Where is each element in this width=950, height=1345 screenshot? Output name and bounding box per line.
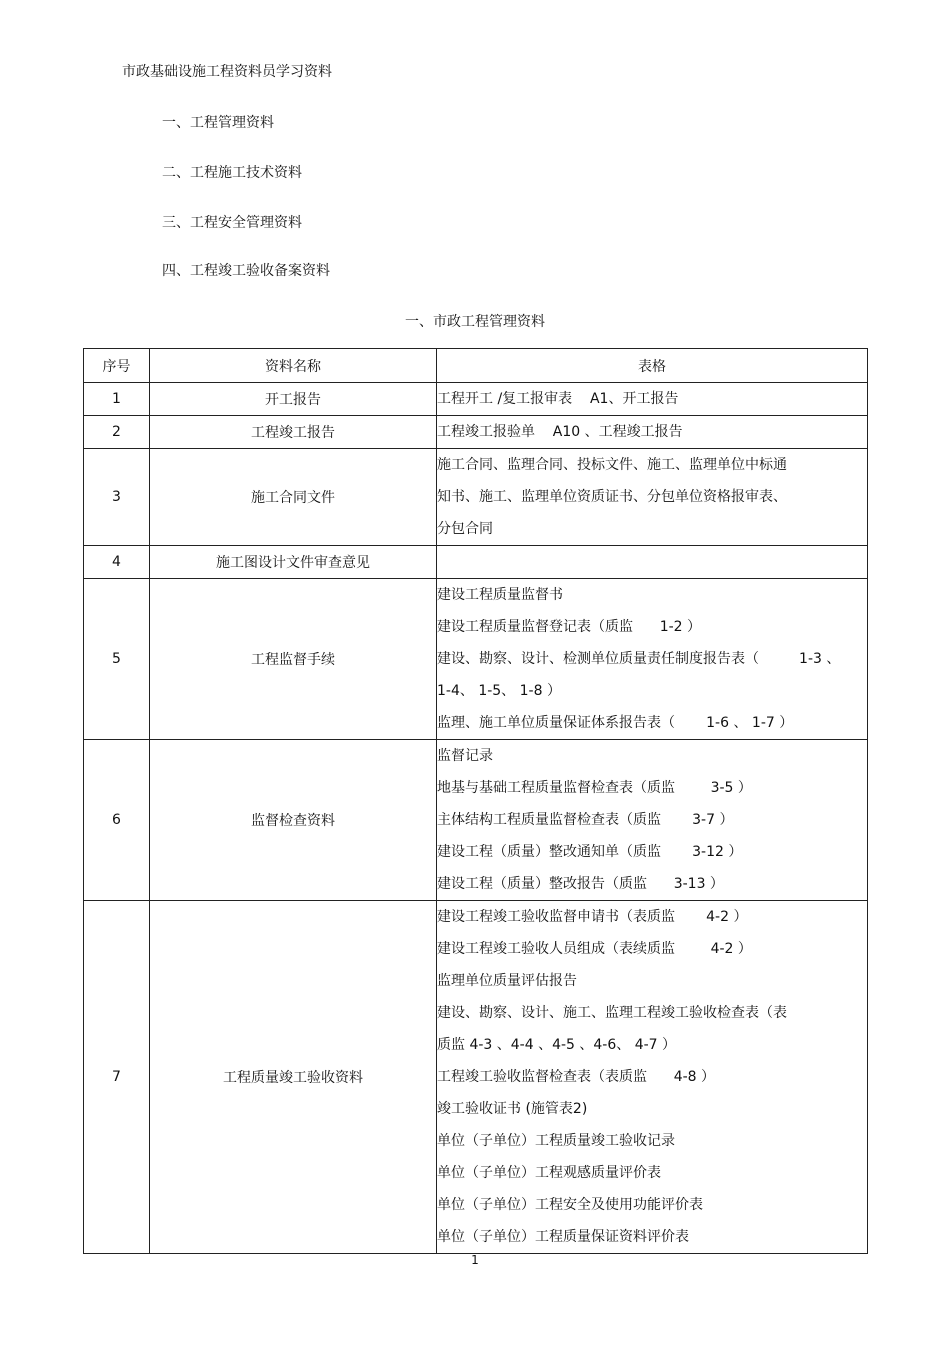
form-line: 建设、勘察、设计、检测单位质量责任制度报告表（ 1-3 、 xyxy=(437,651,841,667)
form-line: 监理单位质量评估报告 xyxy=(437,973,577,989)
toc-item-4: 四、工程竣工验收备案资料 xyxy=(162,263,330,279)
form-line: 建设工程（质量）整改报告（质监 3-13 ） xyxy=(437,876,724,892)
row-name: 工程竣工报告 xyxy=(150,416,437,449)
header-number: 序号 xyxy=(84,349,150,383)
form-line: 单位（子单位）工程质量保证资料评价表 xyxy=(437,1229,689,1245)
form-line: 竣工验收证书 (施管表2) xyxy=(437,1101,588,1117)
row-name: 开工报告 xyxy=(150,383,437,416)
table-row xyxy=(84,383,868,416)
row-number: 1 xyxy=(84,383,150,416)
header-forms: 表格 xyxy=(437,349,868,383)
row-forms xyxy=(437,383,868,416)
row-number: 4 xyxy=(84,546,150,579)
row-number: 3 xyxy=(84,449,150,546)
form-line: 建设工程质量监督登记表（质监 1-2 ） xyxy=(437,619,702,635)
table-row xyxy=(84,579,868,740)
section-title: 一、市政工程管理资料 xyxy=(405,314,545,330)
toc-item-1: 一、工程管理资料 xyxy=(162,115,274,131)
toc-item-2: 二、工程施工技术资料 xyxy=(162,165,302,181)
form-line: 工程开工 /复工报审表 A1、开工报告 xyxy=(437,391,679,407)
form-line: 质监 4-3 、4-4 、4-5 、4-6、 4-7 ） xyxy=(437,1037,677,1053)
row-forms xyxy=(437,740,868,901)
row-number: 6 xyxy=(84,740,150,901)
row-name: 施工图设计文件审查意见 xyxy=(150,546,437,579)
document-title: 市政基础设施工程资料员学习资料 xyxy=(122,64,332,80)
table-row xyxy=(84,416,868,449)
form-line: 建设工程（质量）整改通知单（质监 3-12 ） xyxy=(437,844,743,860)
row-forms xyxy=(437,901,868,1254)
row-forms xyxy=(437,579,868,740)
form-line: 主体结构工程质量监督检查表（质监 3-7 ） xyxy=(437,812,734,828)
row-name: 监督检查资料 xyxy=(150,740,437,901)
form-line: 监理、施工单位质量保证体系报告表（ 1-6 、 1-7 ） xyxy=(437,715,794,731)
form-line: 施工合同、监理合同、投标文件、施工、监理单位中标通 xyxy=(437,457,787,473)
table-row xyxy=(84,901,868,1254)
materials-table xyxy=(83,348,868,1254)
table-row xyxy=(84,546,868,579)
form-line: 单位（子单位）工程安全及使用功能评价表 xyxy=(437,1197,703,1213)
row-name: 工程监督手续 xyxy=(150,579,437,740)
form-line: 工程竣工报验单 A10 、工程竣工报告 xyxy=(437,424,683,440)
form-line: 建设工程竣工验收人员组成（表续质监 4-2 ） xyxy=(437,941,752,957)
form-line: 分包合同 xyxy=(437,521,493,537)
row-forms xyxy=(437,546,868,579)
form-line: 建设工程质量监督书 xyxy=(437,587,563,603)
form-line: 建设、勘察、设计、施工、监理工程竣工验收检查表（表 xyxy=(437,1005,787,1021)
row-forms xyxy=(437,416,868,449)
form-line: 建设工程竣工验收监督申请书（表质监 4-2 ） xyxy=(437,909,748,925)
page-number: 1 xyxy=(471,1253,479,1267)
row-number: 2 xyxy=(84,416,150,449)
row-name: 工程质量竣工验收资料 xyxy=(150,901,437,1254)
row-number: 5 xyxy=(84,579,150,740)
row-forms xyxy=(437,449,868,546)
table-row xyxy=(84,740,868,901)
table-row xyxy=(84,449,868,546)
form-line: 单位（子单位）工程质量竣工验收记录 xyxy=(437,1133,675,1149)
toc-item-3: 三、工程安全管理资料 xyxy=(162,215,302,231)
form-line: 知书、施工、监理单位资质证书、分包单位资格报审表、 xyxy=(437,489,787,505)
row-name: 施工合同文件 xyxy=(150,449,437,546)
header-name: 资料名称 xyxy=(150,349,437,383)
table-header-row xyxy=(84,349,868,383)
form-line: 监督记录 xyxy=(437,748,493,764)
row-number: 7 xyxy=(84,901,150,1254)
form-line: 地基与基础工程质量监督检查表（质监 3-5 ） xyxy=(437,780,752,796)
form-line: 单位（子单位）工程观感质量评价表 xyxy=(437,1165,661,1181)
form-line: 1-4、 1-5、 1-8 ） xyxy=(437,683,561,699)
form-line: 工程竣工验收监督检查表（表质监 4-8 ） xyxy=(437,1069,716,1085)
